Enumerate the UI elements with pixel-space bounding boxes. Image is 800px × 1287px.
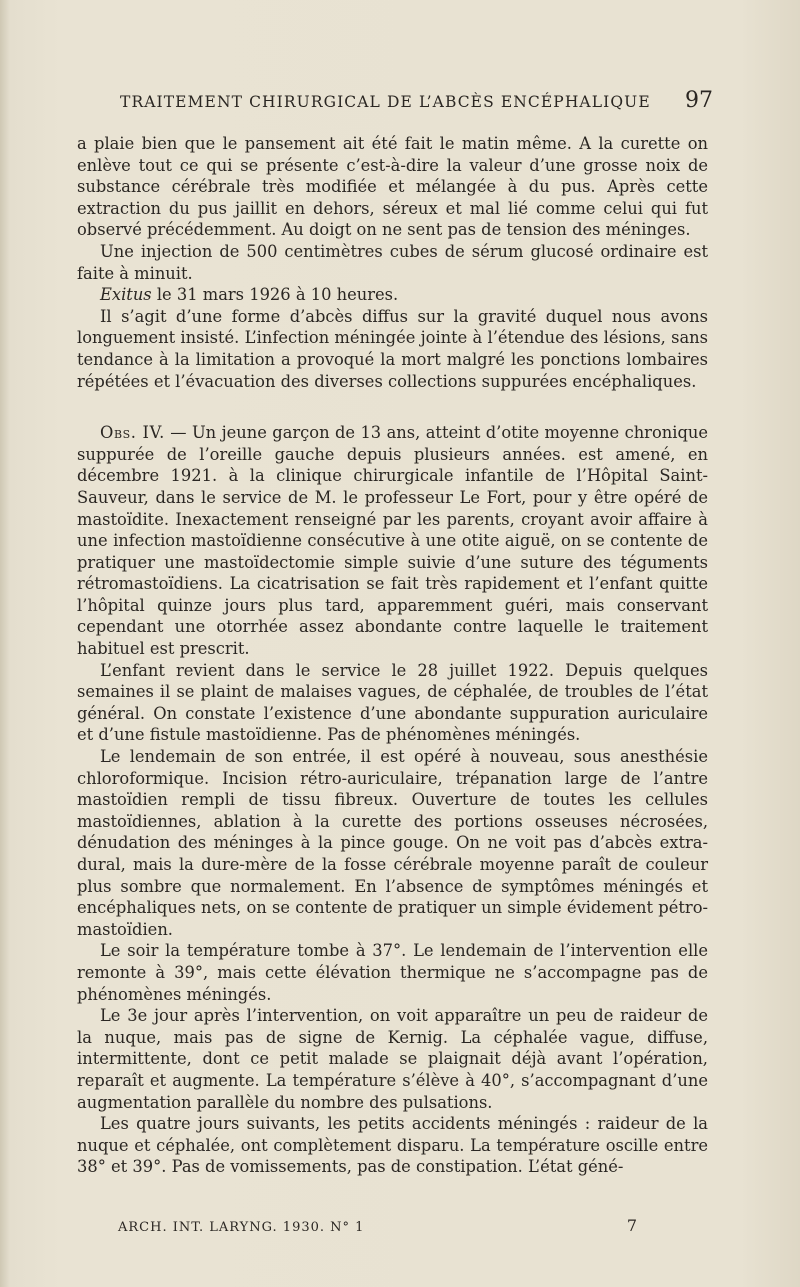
page-number: 97 [685,88,713,113]
journal-reference: ARCH. INT. LARYNG. 1930. N° 1 [118,1220,365,1235]
paragraph-text: le 31 mars 1926 à 10 heures. [151,285,399,305]
body-text [77,133,708,1178]
paragraph: Le 3e jour après l’intervention, on voit apparaître un peu de raideur de la nuque, mais pas de signe de Kernig. La céphalée vague, diffuse, intermittente, dont ce petit malade se plaignait déjà avant l’opération, reparaît et augmente. La température s’élève à 40°, s’accompagnant d’une augmentation parallèle du nombre des pulsations. [77,1006,708,1112]
paragraph: Le soir la température tombe à 37°. Le lendemain de l’intervention elle remonte à 39°, mais cette élévation thermique ne s’accompagne pas de phénomènes méningés. [77,941,708,1004]
paragraph: Le lendemain de son entrée, il est opéré à nouveau, sous anesthésie chloroformique. Incision rétro-auriculaire, trépanation large de l’antre mastoïdien rempli de tissu fibreux. Ouverture de toutes les cellules mastoïdiennes, ablation à la curette des portions osseuses nécrosées, dénudation des méninges à la pince gouge. On ne voit pas d’abcès extra-dural, mais la dure-mère de la fosse cérébrale moyenne paraît de couleur plus sombre que normalement. En l’absence de symptômes méningés et encéphaliques nets, on se contente de pratiquer un simple évidement pétro-mastoïdien. [77,747,708,939]
paragraph: Il s’agit d’une forme d’abcès diffus sur la gravité duquel nous avons longuement insisté. L’infection méningée jointe à l’étendue des lésions, sans tendance à la limitation a provoqué la mort malgré les ponctions lombaires répétées et l’évacuation des diverses collections suppurées encéphaliques. [77,306,708,391]
paragraph: L’enfant revient dans le service le 28 juillet 1922. Depuis quelques semaines il se plaint de malaises vagues, de céphalée, de troubles de l’état général. On constate l’existence d’une abondante suppuration auriculaire et d’une fistule mastoïdienne. Pas de phénomènes méningés. [77,660,708,745]
running-title: TRAITEMENT CHIRURGICAL DE L’ABCÈS ENCÉPHALIQUE [120,93,651,111]
paragraph: Les quatre jours suivants, les petits accidents méningés : raideur de la nuque et céphalée, ont complètement disparu. La température oscille entre 38° et 39°. Pas de vomissements, pas de constipation. L’état géné- [77,1114,708,1177]
observation-label: Obs. IV. [100,423,165,443]
page-footer [118,1216,638,1235]
paragraph-text: — Un jeune garçon de 13 ans, atteint d’otite moyenne chronique suppurée de l’oreille gauche depuis plusieurs années. est amené, en décembre 1921. à la clinique chirurgicale infantile de l’Hôpital Saint-Sauveur, dans le service de M. le professeur Le Fort, pour y être opéré de mastoïdite. Inexactement renseigné par les parents, croyant avoir affaire à une infection mastoïdienne consécutive à une otite aiguë, on se contente de pratiquer une mastoïdectomie simple suivie d’une suture des téguments rétromastoïdiens. La cicatrisation se fait très rapidement et l’enfant quitte l’hôpital quinze jours plus tard, apparemment guéri, mais conservant cependant une otorrhée assez abondante contre laquelle le traitement habituel est prescrit. [77,423,709,659]
signature-mark: 7 [626,1216,638,1235]
paragraph [77,284,708,306]
observation-paragraph [77,422,708,660]
paragraph: a plaie bien que le pansement ait été fait le matin même. A la curette on enlève tout ce qui se présente c’est-à-dire la valeur d’une grosse noix de substance cérébrale très modifiée et mélangée à du pus. Après cette extraction du pus jaillit en dehors, séreux et mal lié comme celui qui fut observé précédemment. Au doigt on ne sent pas de tension des méninges. [77,134,708,240]
italic-lead: Exitus [100,285,152,305]
page-header [120,88,713,113]
paragraph: Une injection de 500 centimètres cubes de sérum glucosé ordinaire est faite à minuit. [77,241,708,283]
